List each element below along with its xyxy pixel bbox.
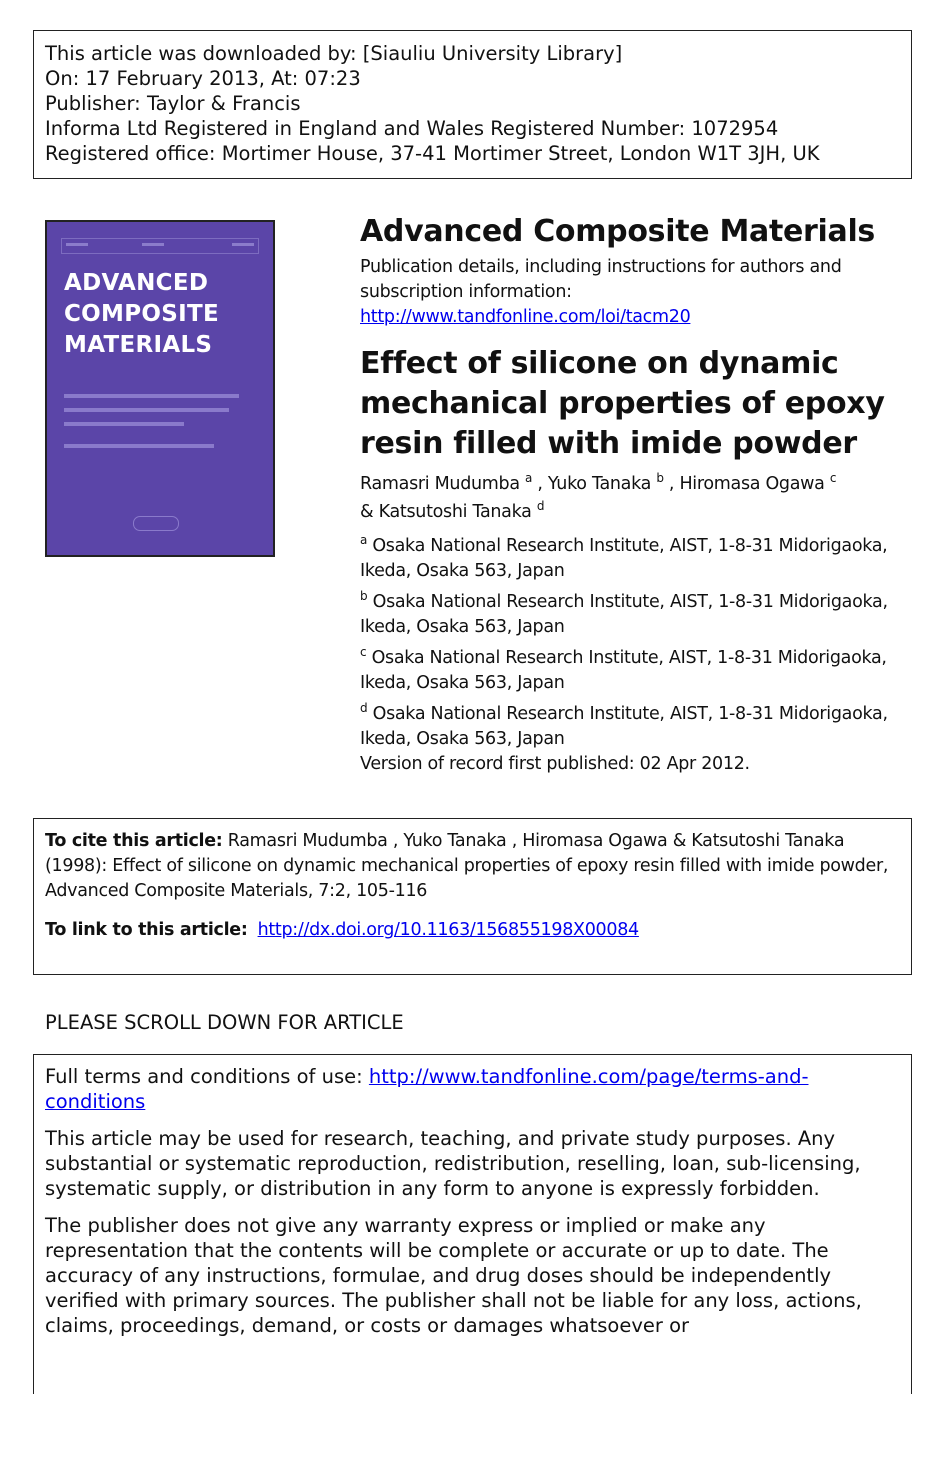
author-name: Ramasri Mudumba (360, 474, 520, 494)
affiliation-list (360, 534, 920, 777)
download-line: Publisher: Taylor & Francis (45, 92, 301, 115)
publication-details-text: Publication details, including instructions for authors and subscription information: (360, 257, 842, 302)
link-label: To link to this article: (45, 920, 248, 940)
cover-text-line (64, 408, 229, 412)
affiliation-item (360, 534, 920, 584)
download-line: This article was downloaded by: [Siauliu University Library] (45, 42, 623, 65)
author-separator: , (532, 474, 548, 494)
terms-paragraph: The publisher does not give any warranty express or implied or make any representation that the contents will be complete or accurate or up to date. The accuracy of any instructions, formulae, and drug doses should be independently verified with primary sources. The publisher shall not be liable for any loss, actions, claims, proceedings, demand, or costs or damages whatsoever or (45, 1214, 862, 1337)
download-line: On: 17 February 2013, At: 07:23 (45, 67, 361, 90)
download-line: Informa Ltd Registered in England and Wales Registered Number: 1072954 (45, 117, 779, 140)
author-name: Katsutoshi Tanaka (378, 502, 532, 522)
cover-header-bar (61, 238, 259, 254)
author-name: Yuko Tanaka (547, 474, 652, 494)
affiliation-marker: a (360, 533, 368, 548)
terms-intro (45, 1064, 900, 1114)
publication-details (360, 255, 920, 330)
affiliation-item (360, 702, 920, 752)
author-affiliation-marker: b (656, 471, 664, 486)
author-affiliation-marker: a (525, 471, 533, 486)
cover-text-line (64, 422, 184, 426)
terms-url-link[interactable]: http://www.tandfonline.com/page/terms-and-conditions (45, 1065, 809, 1113)
terms-paragraph: This article may be used for research, teaching, and private study purposes. Any substantial or systematic reproduction, redistribution, reselling, loan, sub-licensing, systematic supply, or distribution in any form to anyone is expressly forbidden. (45, 1127, 861, 1200)
affiliation-item (360, 590, 920, 640)
download-line: Registered office: Mortimer House, 37-41 Mortimer Street, London W1T 3JH, UK (45, 142, 820, 165)
affiliation-item (360, 646, 920, 696)
cover-title (64, 268, 264, 361)
citation-box (33, 818, 912, 975)
journal-url-link[interactable]: http://www.tandfonline.com/loi/tacm20 (360, 307, 691, 327)
doi-link[interactable]: http://dx.doi.org/10.1163/156855198X00084 (257, 920, 639, 940)
author-name: Hiromasa Ogawa (679, 474, 825, 494)
cover-text-line (64, 394, 239, 398)
affiliation-text: Osaka National Research Institute, AIST, 1-8-31 Midorigaoka, Ikeda, Osaka 563, Japan (360, 536, 888, 581)
citation-text (45, 829, 900, 904)
cover-title-line: ADVANCED (64, 270, 209, 296)
affiliation-text: Osaka National Research Institute, AIST, 1-8-31 Midorigaoka, Ikeda, Osaka 563, Japan (360, 704, 888, 749)
author-list (360, 470, 920, 526)
cover-title-line: MATERIALS (64, 332, 213, 358)
affiliation-marker: d (360, 701, 368, 716)
journal-title: Advanced Composite Materials (360, 214, 875, 249)
author-separator: & (360, 502, 379, 522)
version-of-record: Version of record first published: 02 Apr 2012. (360, 754, 750, 774)
cite-text: Ramasri Mudumba , Yuko Tanaka , Hiromasa Ogawa & Katsutoshi Tanaka (1998): Effect of silicone on dynamic mechanical properties of epoxy resin filled with imide powder, Advanced Composite Materials, 7:2, 105-116 (45, 831, 889, 901)
terms-box (33, 1054, 912, 1394)
affiliation-text: Osaka National Research Institute, AIST, 1-8-31 Midorigaoka, Ikeda, Osaka 563, Japan (360, 592, 888, 637)
author-affiliation-marker: c (829, 471, 837, 486)
cover-text-line (64, 444, 214, 448)
cover-title-line: COMPOSITE (64, 301, 219, 327)
terms-label: Full terms and conditions of use: (45, 1065, 363, 1088)
affiliation-text: Osaka National Research Institute, AIST, 1-8-31 Midorigaoka, Ikeda, Osaka 563, Japan (360, 648, 887, 693)
article-link-line (45, 918, 900, 943)
affiliation-marker: b (360, 589, 368, 604)
journal-cover-image (45, 220, 275, 557)
scroll-down-notice: PLEASE SCROLL DOWN FOR ARTICLE (45, 1011, 404, 1034)
download-notice-box (33, 30, 912, 179)
author-affiliation-marker: d (536, 499, 545, 514)
cite-label: To cite this article: (45, 831, 223, 851)
affiliation-marker: c (360, 645, 367, 660)
article-title: Effect of silicone on dynamic mechanical properties of epoxy resin filled with imide powder (360, 346, 885, 461)
publisher-logo (133, 516, 179, 531)
author-separator: , (663, 474, 680, 494)
